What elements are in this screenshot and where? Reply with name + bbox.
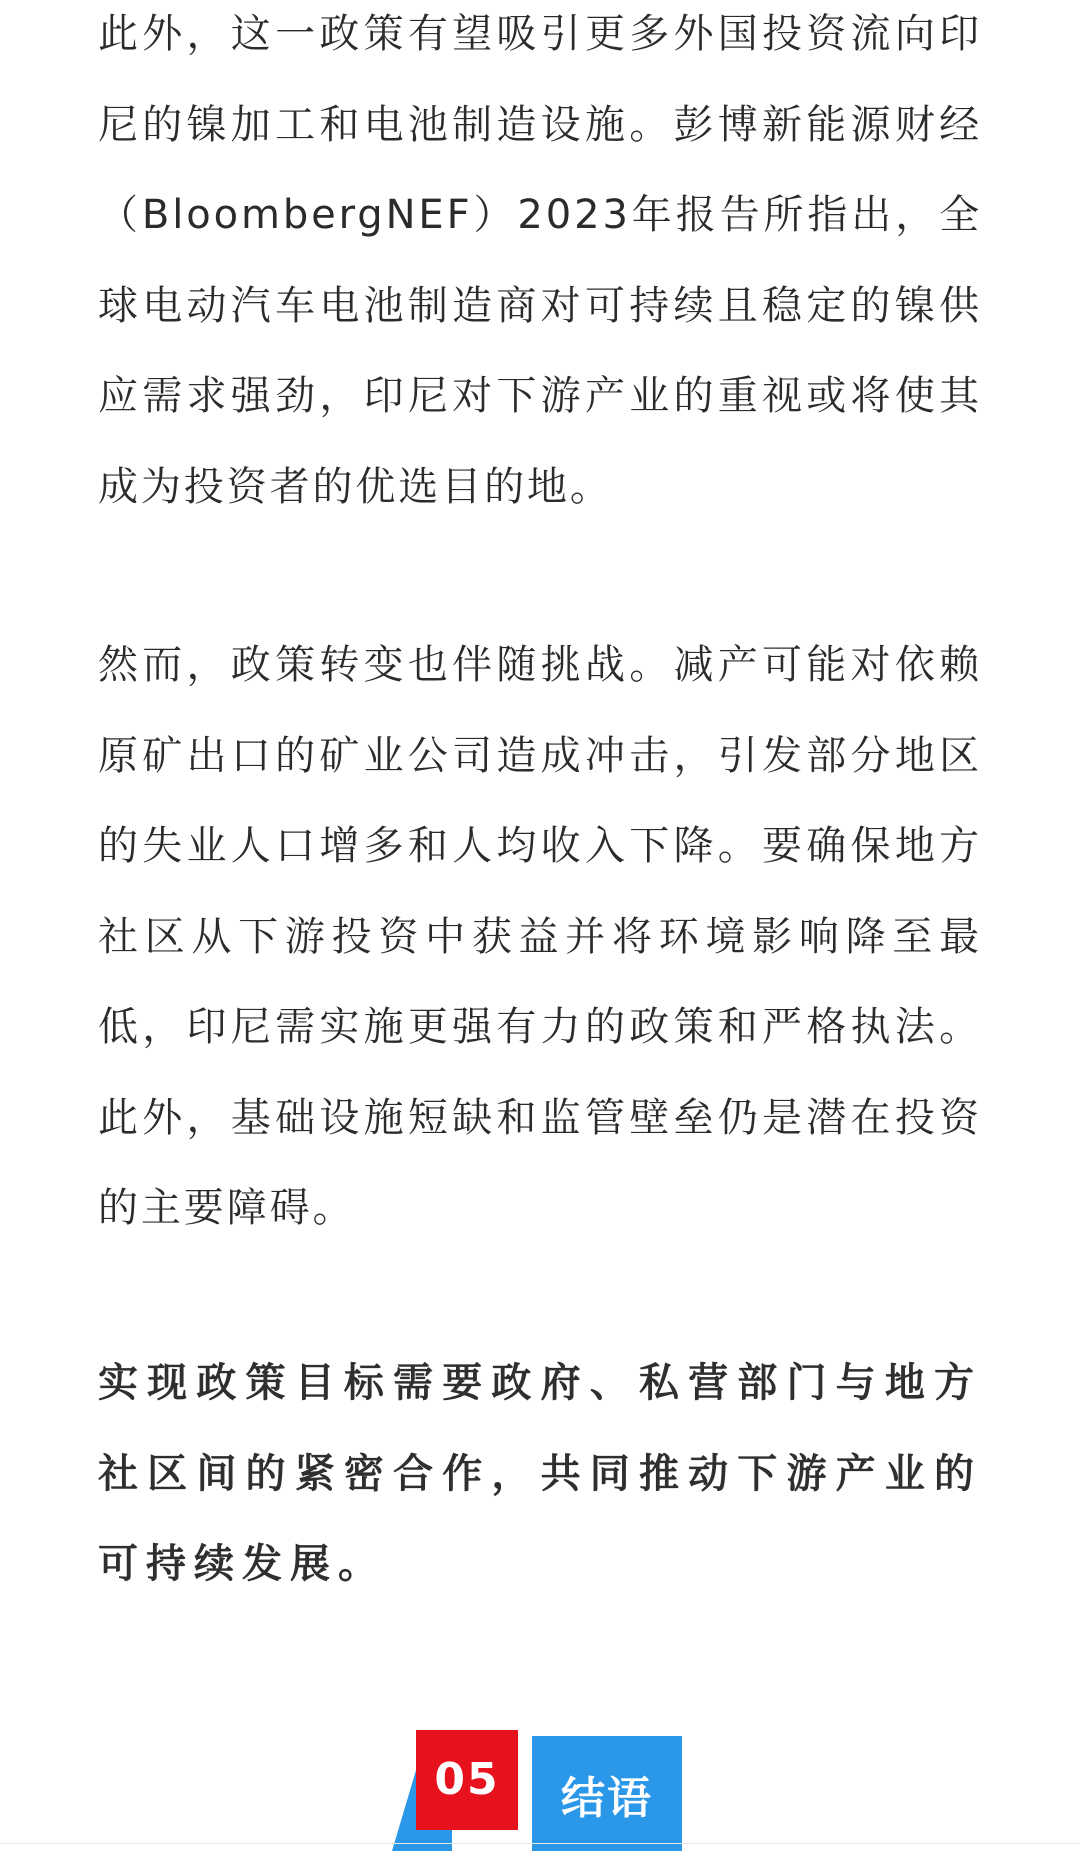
paragraph-bold-summary: 实现政策目标需要政府、私营部门与地方社区间的紧密合作，共同推动下游产业的可持续发展。	[98, 1360, 982, 1587]
paragraph-investment-outlook: 此外，这一政策有望吸引更多外国投资流向印尼的镍加工和电池制造设施。彭博新能源财经（BloombergNEF）2023年报告所指出，全球电动汽车电池制造商对可持续且稳定的镍供应需求强劲，印尼对下游产业的重视或将使其成为投资者的优选目的地。	[98, 11, 982, 510]
paragraph-challenges: 然而，政策转变也伴随挑战。减产可能对依赖原矿出口的矿业公司造成冲击，引发部分地区的失业人口增多和人均收入下降。要确保地方社区从下游投资中获益并将环境影响降至最低，印尼需实施更强有力的政策和严格执法。此外，基础设施短缺和监管壁垒仍是潜在投资的主要障碍。	[98, 642, 982, 1231]
bottom-divider	[0, 1843, 1080, 1844]
section-title-badge: 结语	[532, 1736, 682, 1851]
section-number-badge: 05	[416, 1730, 518, 1830]
section-header-conclusion	[384, 1722, 704, 1851]
